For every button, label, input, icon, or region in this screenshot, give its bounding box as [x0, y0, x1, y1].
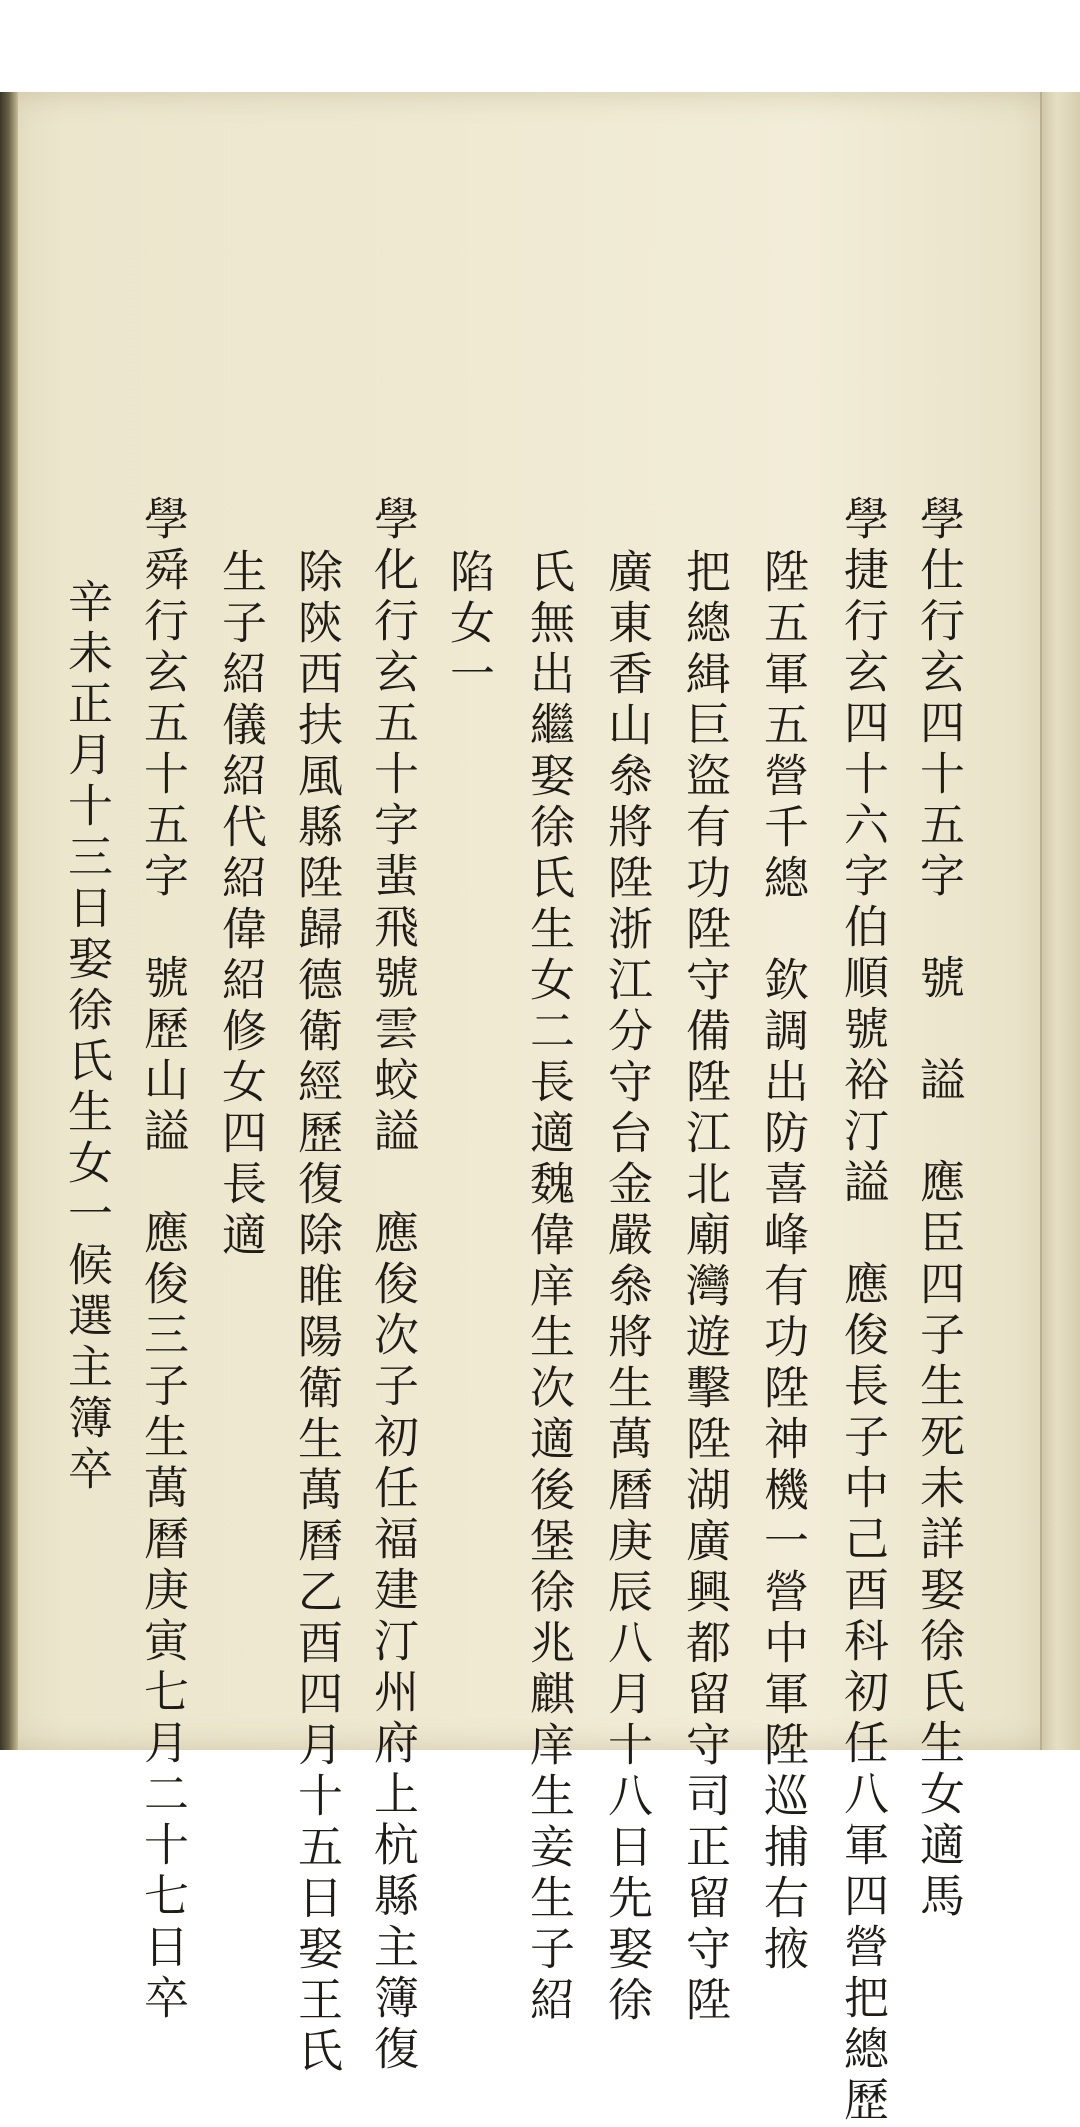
text-column-11: 學舜行玄五十五字 號歷山謚 應俊三子生萬曆庚寅七月二十七日卒: [136, 495, 189, 2025]
text-column-3: 陞五軍五營千總 欽調出防喜峰有功陞神機一營中軍陞巡捕右掖: [756, 548, 809, 1976]
text-column-4: 把總緝巨盜有功陞守備陞江北廟灣遊擊陞湖廣興都留守司正留守陞: [678, 548, 731, 2027]
text-column-12: 辛未正月十三日娶徐氏生女一候選主簿卒: [60, 578, 113, 1496]
text-column-7: 陷女一: [442, 548, 495, 701]
text-column-9: 除陝西扶風縣陞歸德衛經歷復除睢陽衛生萬曆乙酉四月十五日娶王氏: [290, 548, 343, 2078]
page-edge: [1040, 92, 1080, 1750]
text-column-2: 學捷行玄四十六字伯順號裕汀謚 應俊長子中己酉科初任八軍四營把總歷: [836, 495, 889, 2127]
text-column-10: 生子紹儀紹代紹偉紹修女四長適: [214, 548, 267, 1262]
text-column-8: 學化行玄五十字蜚飛號雲蛟謚 應俊次子初任福建汀州府上杭縣主簿復: [366, 495, 419, 2076]
book-spine: [0, 92, 18, 1750]
text-column-5: 廣東香山叅將陞浙江分守台金嚴叅將生萬曆庚辰八月十八日先娶徐: [600, 548, 653, 2027]
text-column-6: 氏無出繼娶徐氏生女二長適魏偉庠生次適後堡徐兆麒庠生妾生子紹: [522, 548, 575, 2027]
text-column-1: 學仕行玄四十五字 號 謚 應臣四子生死未詳娶徐氏生女適馬: [912, 495, 965, 1923]
